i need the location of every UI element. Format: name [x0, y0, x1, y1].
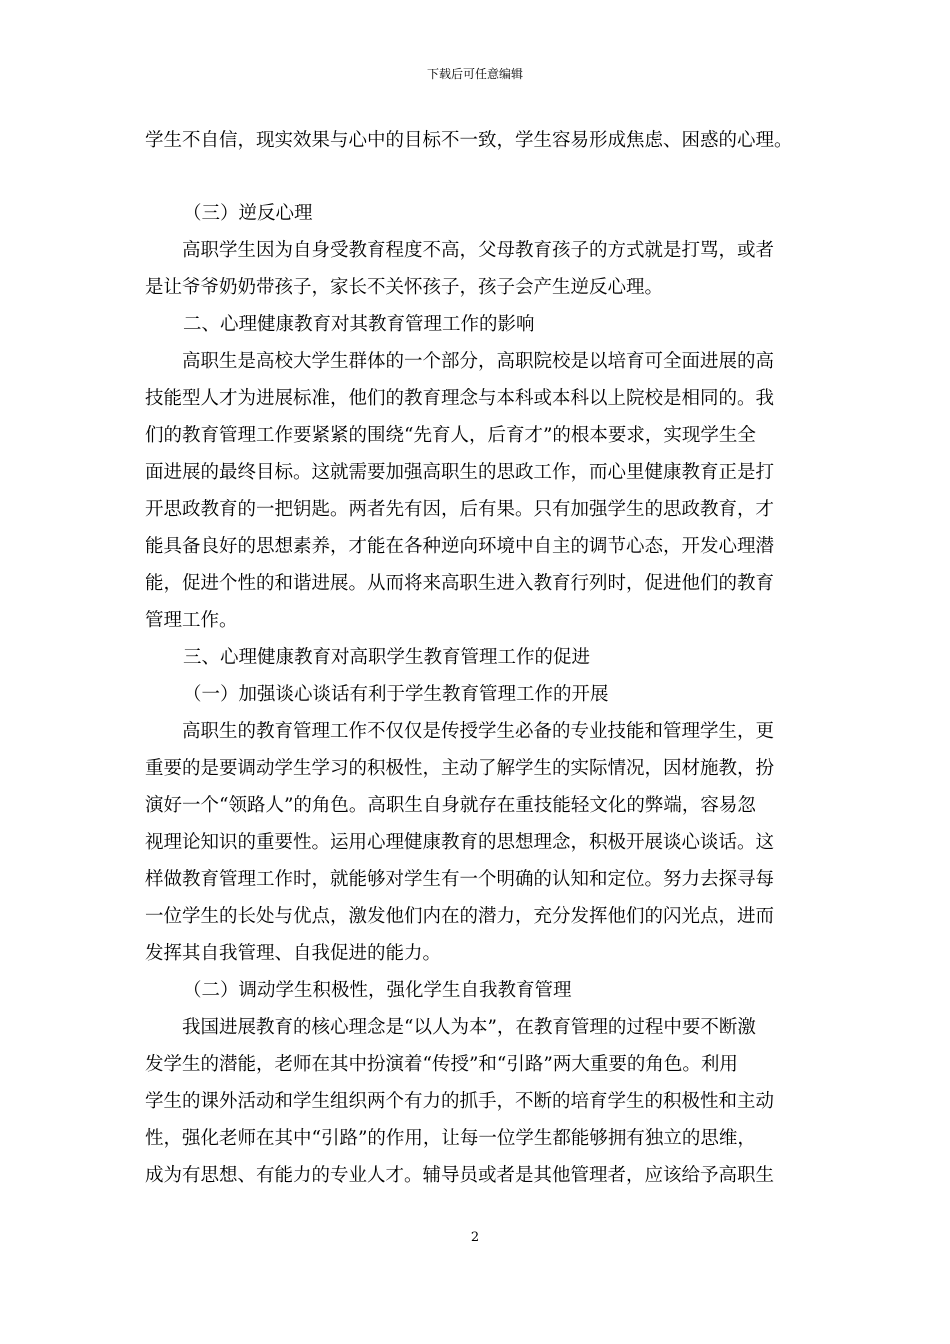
paragraph-line: 我国进展教育的核心理念是“以人为本”，在教育管理的过程中要不断激 [182, 1017, 756, 1038]
paragraph-line: 高职学生因为自身受教育程度不高，父母教育孩子的方式就是打骂，或者 [182, 240, 775, 261]
paragraph-line: 面进展的最终目标。这就需要加强高职生的思政工作，而心里健康教育正是打 [145, 462, 775, 483]
paragraph-line: 演好一个“领路人”的角色。高职生自身就存在重技能轻文化的弊端，容易忽 [145, 795, 756, 816]
paragraph-line: 能具备良好的思想素养，才能在各种逆向环境中自主的调节心态，开发心理潜 [145, 536, 775, 557]
page-number: 2 [470, 1230, 480, 1245]
paragraph-line: 是让爷爷奶奶带孩子，家长不关怀孩子，孩子会产生逆反心理。 [145, 277, 664, 298]
paragraph-line: 学生的课外活动和学生组织两个有力的抓手，不断的培育学生的积极性和主动 [145, 1091, 775, 1112]
page-header: 下载后可任意编辑 [426, 67, 523, 81]
document-body [145, 122, 805, 1194]
subsection-heading: （三）逆反心理 [183, 203, 313, 224]
paragraph-line: 们的教育管理工作要紧紧的围绕“先育人，后育才”的根本要求，实现学生全 [145, 425, 756, 446]
paragraph-line: 管理工作。 [145, 610, 238, 631]
paragraph-line: 技能型人才为进展标准，他们的教育理念与本科或本科以上院校是相同的。我 [145, 388, 775, 409]
paragraph-line: 能，促进个性的和谐进展。从而将来高职生进入教育行列时，促进他们的教育 [145, 573, 775, 594]
paragraph-gap [145, 159, 805, 195]
paragraph-line: 高职生是高校大学生群体的一个部分，高职院校是以培育可全面进展的高 [182, 351, 775, 372]
paragraph-line: 样做教育管理工作时，就能够对学生有一个明确的认知和定位。努力去探寻每 [145, 869, 775, 890]
paragraph-line: 重要的是要调动学生学习的积极性，主动了解学生的实际情况，因材施教，扮 [145, 758, 775, 779]
section-heading: 二、心理健康教育对其教育管理工作的影响 [183, 314, 535, 335]
paragraph-line: 开思政教育的一把钥匙。两者先有因，后有果。只有加强学生的思政教育，才 [145, 499, 775, 520]
subsection-heading: （二）调动学生积极性，强化学生自我教育管理 [183, 980, 572, 1001]
paragraph-line: 性，强化老师在其中“引路”的作用，让每一位学生都能够拥有独立的思维， [145, 1128, 756, 1149]
paragraph-line: 成为有思想、有能力的专业人才。辅导员或者是其他管理者，应该给予高职生 [145, 1165, 775, 1186]
paragraph-line: 高职生的教育管理工作不仅仅是传授学生必备的专业技能和管理学生，更 [182, 721, 775, 742]
paragraph-line: 发学生的潜能，老师在其中扮演着“传授”和“引路”两大重要的角色。利用 [145, 1054, 738, 1075]
paragraph-line: 学生不自信，现实效果与心中的目标不一致，学生容易形成焦虑、困惑的心理。 [145, 130, 793, 151]
paragraph-line: 发挥其自我管理、自我促进的能力。 [145, 943, 442, 964]
subsection-heading: （一）加强谈心谈话有利于学生教育管理工作的开展 [183, 684, 609, 705]
paragraph-line: 一位学生的长处与优点，激发他们内在的潜力，充分发挥他们的闪光点，进而 [145, 906, 775, 927]
section-heading: 三、心理健康教育对高职学生教育管理工作的促进 [183, 647, 591, 668]
paragraph-line: 视理论知识的重要性。运用心理健康教育的思想理念，积极开展谈心谈话。这 [145, 832, 775, 853]
